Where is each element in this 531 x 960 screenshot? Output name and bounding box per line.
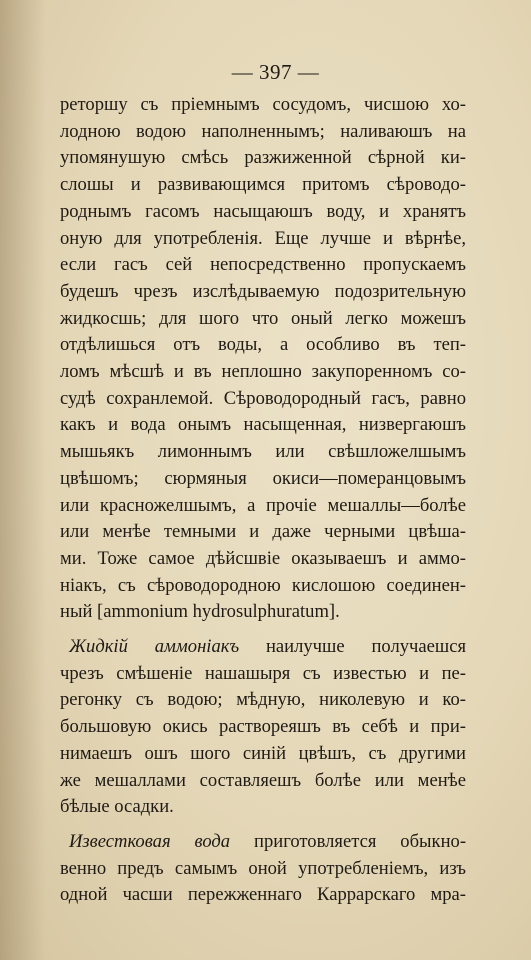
text-line: или красножелшымъ, а прочіе мешаллы—болѣе	[60, 494, 466, 516]
text-line	[60, 634, 466, 661]
text-line: судѣ сохранлемой. Сѣроводородный гасъ, равно	[60, 387, 466, 409]
text-line: отдѣлишься отъ воды, а особливо въ теп-	[60, 334, 466, 356]
text-line: одной часши пережженнаго Каррарскаго мра-	[60, 884, 466, 906]
text-line: оную для употребленія. Еще лучше и вѣрнѣе,	[60, 227, 466, 249]
text-line: или менѣе темными и даже черными цвѣша-	[60, 521, 466, 543]
text-line: какъ и вода онымъ насыщенная, низвергаюшъ	[60, 414, 466, 436]
text-line: ный [ammonium hydrosulphuratum].	[60, 601, 340, 623]
text-line: ніакъ, съ сѣроводородною кислошою соединен-	[60, 574, 466, 596]
body-text	[60, 92, 466, 909]
paragraph-2	[60, 634, 466, 821]
text-line: чрезъ смѣшеніе нашашыря съ известью и пе-	[60, 662, 466, 684]
text-line: ми. Тоже самое дѣйсшвіе оказываешъ и аммо-	[60, 547, 466, 569]
text-line: же мешаллами составляешъ болѣе или менѣе	[60, 769, 466, 791]
text-line: реторшу съ пріемнымъ сосудомъ, чисшою хо-	[60, 94, 466, 115]
paragraph-gap	[60, 821, 466, 829]
text-line: большовую окись раствореяшъ въ себѣ и при-	[60, 716, 466, 738]
text-line: нимаешъ ошъ шого синій цвѣшъ, съ другими	[60, 742, 466, 764]
text-line: роднымъ гасомъ насыщаюшъ воду, и хранятъ	[60, 200, 466, 222]
page-number: — 397 —	[231, 60, 320, 84]
text-line: бѣлые осадки.	[60, 796, 174, 818]
text-line: мышьякъ лимоннымъ или свѣшложелшымъ	[60, 441, 466, 463]
paragraph-3	[60, 829, 466, 909]
italic-term: Известковая вода	[69, 830, 231, 852]
paragraph-1	[60, 92, 466, 626]
text-line: регонку съ водою; мѣдную, николевую и ко-	[60, 689, 466, 711]
text-line: будешъ чрезъ изслѣдываемую подозрительную	[60, 280, 466, 302]
text-line: жидкосшь; для шого что оный легко можешъ	[60, 307, 466, 329]
text-line	[60, 829, 466, 856]
line-rest: наилучше получаешся	[239, 636, 467, 658]
text-line: если гасъ сей непосредственно пропускаемъ	[60, 254, 466, 276]
text-line: слошы и развивающимся притомъ сѣроводо-	[60, 174, 466, 196]
text-line: цвѣшомъ; сюрмяныя окиси—померанцовымъ	[60, 467, 466, 489]
text-line: ломъ мѣсшѣ и въ неплошно закупоренномъ со-	[60, 361, 466, 383]
text-line: упомянушую смѣсь разжиженной сѣрной ки-	[60, 147, 466, 169]
paragraph-gap	[60, 626, 466, 634]
text-line: лодною водою наполненнымъ; наливаюшъ на	[60, 120, 466, 142]
line-rest: приготовляется обыкно-	[230, 830, 467, 852]
italic-term: Жидкій аммоніакъ	[69, 636, 240, 658]
text-line: венно предъ самымъ оной употребленіемъ, изъ	[60, 857, 466, 879]
